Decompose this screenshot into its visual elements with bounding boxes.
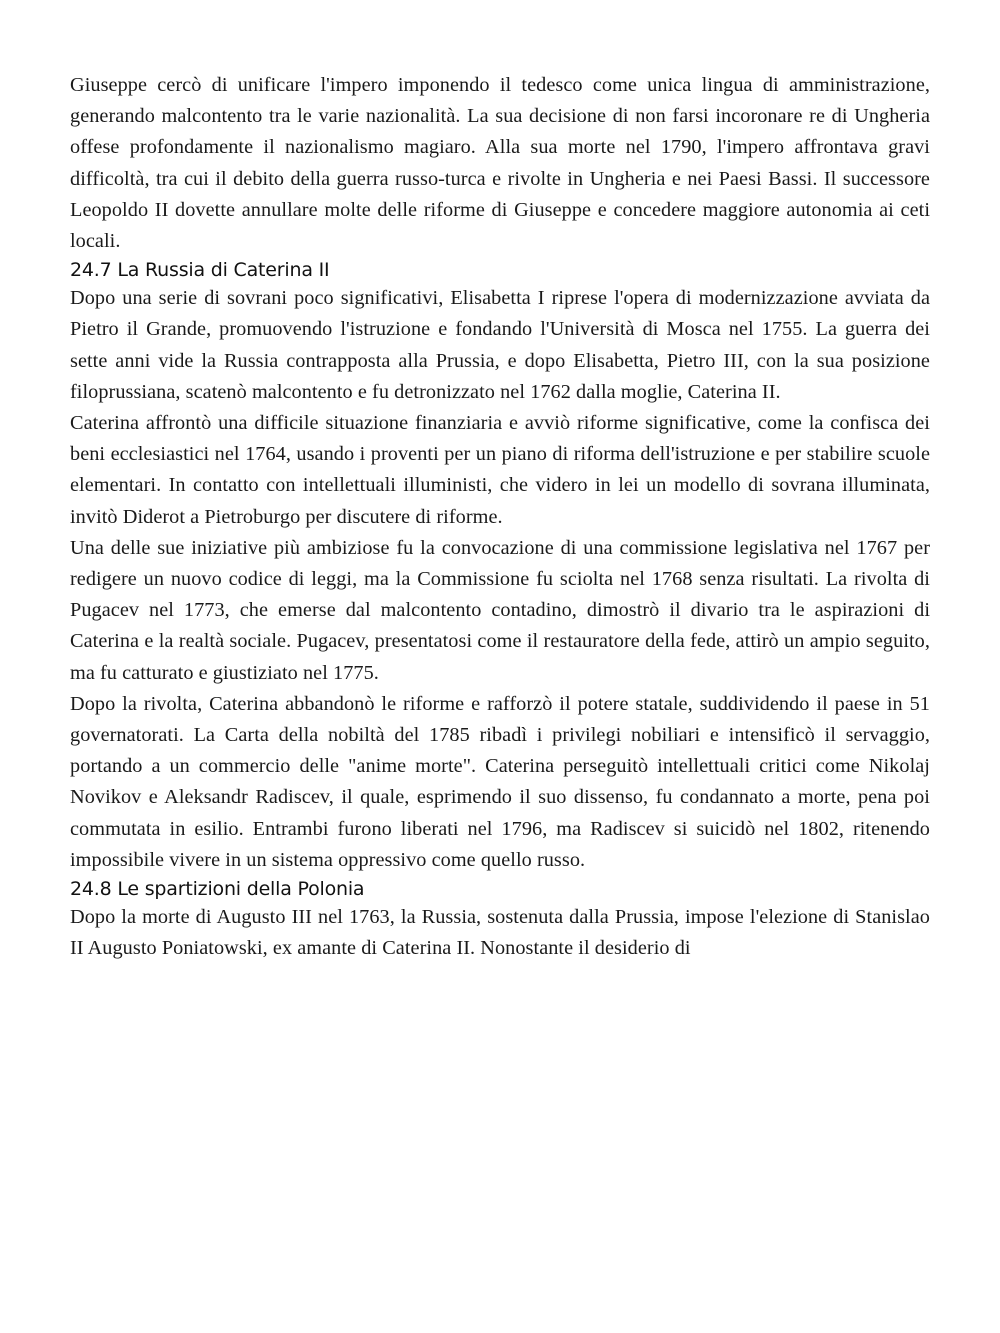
paragraph-giuseppe: Giuseppe cercò di unificare l'impero imponendo il tedesco come unica lingua di amministrazione, generando malcontento tra le varie nazionalità. La sua decisione di non farsi incoronare re di Ungheria offese profondamente il nazionalismo magiaro. Alla sua morte nel 1790, l'impero affrontava gravi difficoltà, tra cui il debito della guerra russo-turca e rivolte in Ungheria e nei Paesi Bassi. Il successore Leopoldo II dovette annullare molte delle riforme di Giuseppe e concedere maggiore autonomia ai ceti locali. [70, 74, 930, 253]
heading-24-7: 24.7 La Russia di Caterina II [70, 259, 330, 282]
document-page [70, 70, 930, 964]
paragraph-elisabetta: Dopo una serie di sovrani poco significativi, Elisabetta I riprese l'opera di modernizzazione avviata da Pietro il Grande, promuovendo l'istruzione e fondando l'Università di Mosca nel 1755. La guerra dei sette anni vide la Russia contrapposta alla Prussia, e dopo Elisabetta, Pietro III, con la sua posizione filoprussiana, scatenò malcontento e fu detronizzato nel 1762 dalla moglie, Caterina II. [70, 287, 930, 403]
heading-24-8: 24.8 Le spartizioni della Polonia [70, 878, 365, 901]
paragraph-commissione: Una delle sue iniziative più ambiziose fu la convocazione di una commissione legislativa nel 1767 per redigere un nuovo codice di leggi, ma la Commissione fu sciolta nel 1768 senza risultati. La rivolta di Pugacev nel 1773, che emerse dal malcontento contadino, dimostrò il divario tra le aspirazioni di Caterina e la realtà sociale. Pugacev, presentatosi come il restauratore della fede, attirò un ampio seguito, ma fu catturato e giustiziato nel 1775. [70, 536, 930, 684]
paragraph-caterina-finanze: Caterina affrontò una difficile situazione finanziaria e avviò riforme significative, come la confisca dei beni ecclesiastici nel 1764, usando i proventi per un piano di riforma dell'istruzione e per stabilire scuole elementari. In contatto con intellettuali illuministi, che videro in lei un modello di sovrana illuminata, invitò Diderot a Pietroburgo per discutere di riforme. [70, 412, 930, 528]
paragraph-polonia: Dopo la morte di Augusto III nel 1763, la Russia, sostenuta dalla Prussia, impose l'elezione di Stanislao II Augusto Poniatowski, ex amante di Caterina II. Nonostante il desiderio di [70, 906, 930, 960]
paragraph-dopo-rivolta: Dopo la rivolta, Caterina abbandonò le riforme e rafforzò il potere statale, suddividendo il paese in 51 governatorati. La Carta della nobiltà del 1785 ribadì i privilegi nobiliari e intensificò il servaggio, portando a un commercio delle "anime morte". Caterina perseguitò intellettuali critici come Nikolaj Novikov e Aleksandr Radiscev, il quale, esprimendo il suo dissenso, fu condannato a morte, pena poi commutata in esilio. Entrambi furono liberati nel 1796, ma Radiscev si suicidò nel 1802, ritenendo impossibile vivere in un sistema oppressivo come quello russo. [70, 692, 930, 871]
